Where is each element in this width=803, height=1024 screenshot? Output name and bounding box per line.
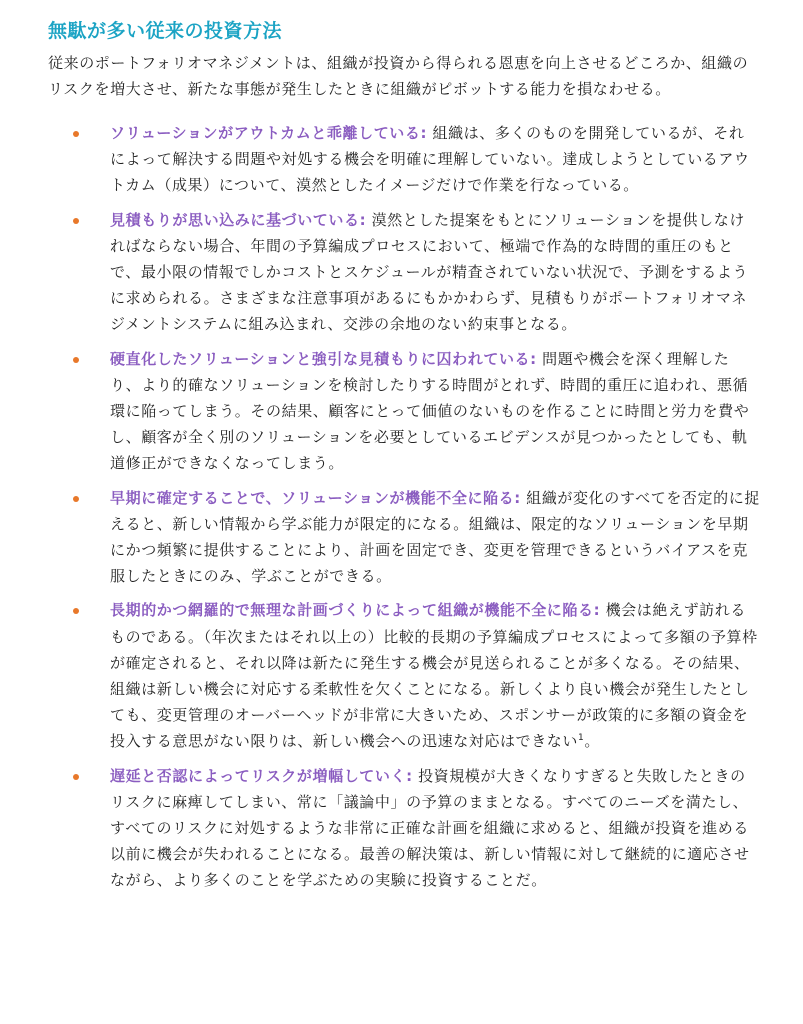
bullet-dot-icon xyxy=(73,774,79,780)
document-page xyxy=(48,18,760,902)
list-item xyxy=(48,120,760,199)
item-lead: ソリューションがアウトカムと乖離している: xyxy=(110,124,428,142)
intro-paragraph: 従来のポートフォリオマネジメントは、組織が投資から得られる恩恵を向上させるどころか、組織のリスクを増大させ、新たな事態が発生したときに組織がピボットする能力を損なわせる。 xyxy=(48,54,749,98)
item-body: 問題や機会を深く理解したり、より的確なソリューションを検討したりする時間がとれず、時間的重圧に追われ、悪循環に陥ってしまう。その結果、顧客にとって価値のないものを作ることに時間と労力を費やし、顧客が全く別のソリューションを必要としているエビデンスが見つかったとしても、軌道修正ができなくなってしまう。 xyxy=(110,349,750,473)
list-item xyxy=(48,763,760,894)
list-item xyxy=(48,485,760,590)
item-lead: 硬直化したソリューションと強引な見積もりに囚われている: xyxy=(110,349,537,368)
item-lead: 見積もりが思い込みに基づいている: xyxy=(110,210,367,229)
bullet-list xyxy=(48,120,760,894)
item-body: 投資規模が大きくなりすぎると失敗したときのリスクに麻痺してしまい、常に「議論中」の予算のままとなる。すべてのニーズを満たし、すべてのリスクに対処するような非常に正確な計画を組織に求めると、組織が投資を進める以前に機会が失われることになる。最善の解決策は、新しい情報に対して継続的に適応させながら、より多くのことを学ぶための実験に投資することだ。 xyxy=(110,766,750,890)
bullet-dot-icon xyxy=(73,131,79,137)
list-item xyxy=(48,346,760,477)
item-body: 機会は絶えず訪れるものである。（年次またはそれ以上の）比較的長期の予算編成プロセスによって多額の予算枠が確定されると、それ以降は新たに発生する機会が見送られることが多くなる。その結果、組織は新しい機会に対応する柔軟性を欠くことになる。新しくより良い機会が発生したとしても、変更管理のオーバーヘッドが非常に大きいため、スポンサーが政策的に多額の資金を投入する意思がない限りは、新しい機会への迅速な対応はできない xyxy=(110,601,758,751)
bullet-dot-icon xyxy=(73,496,79,502)
item-lead: 長期的かつ網羅的で無理な計画づくりによって組織が機能不全に陥る: xyxy=(110,601,601,620)
section-heading: 無駄が多い従来の投資方法 xyxy=(48,20,283,42)
bullet-dot-icon xyxy=(73,608,79,614)
item-body: 組織が変化のすべてを否定的に捉えると、新しい情報から学ぶ能力が限定的になる。組織は、限定的なソリューションを早期にかつ頻繁に提供することにより、計画を固定でき、変更を管理できるというバイアスを克服したときにのみ、学ぶことができる。 xyxy=(110,488,760,586)
list-item xyxy=(48,597,760,754)
item-lead: 早期に確定することで、ソリューションが機能不全に陥る: xyxy=(110,488,521,507)
footnote-marker: 1 xyxy=(578,733,585,744)
bullet-dot-icon xyxy=(73,357,79,363)
bullet-dot-icon xyxy=(73,218,79,224)
item-lead: 遅延と否認によってリスクが増幅していく: xyxy=(110,766,413,785)
item-body: 漠然とした提案をもとにソリューションを提供しなければならない場合、年間の予算編成プロセスにおいて、極端で作為的な時間的重圧のもとで、最小限の情報でしかコストとスケジュールが精査されていない状況で、予測をするように求められる。さまざまな注意事項があるにもかかわらず、見積もりがポートフォリオマネジメントシステムに組み込まれ、交渉の余地のない約束事となる。 xyxy=(110,210,749,334)
list-item xyxy=(48,207,760,338)
item-body-tail: 。 xyxy=(584,732,600,751)
item-body: 組織は、多くのものを開発しているが、それによって解決する問題や対処する機会を明確に理解していない。達成しようとしているアウトカム（成果）について、漠然としたイメージだけで作業を行なっている。 xyxy=(110,124,750,195)
